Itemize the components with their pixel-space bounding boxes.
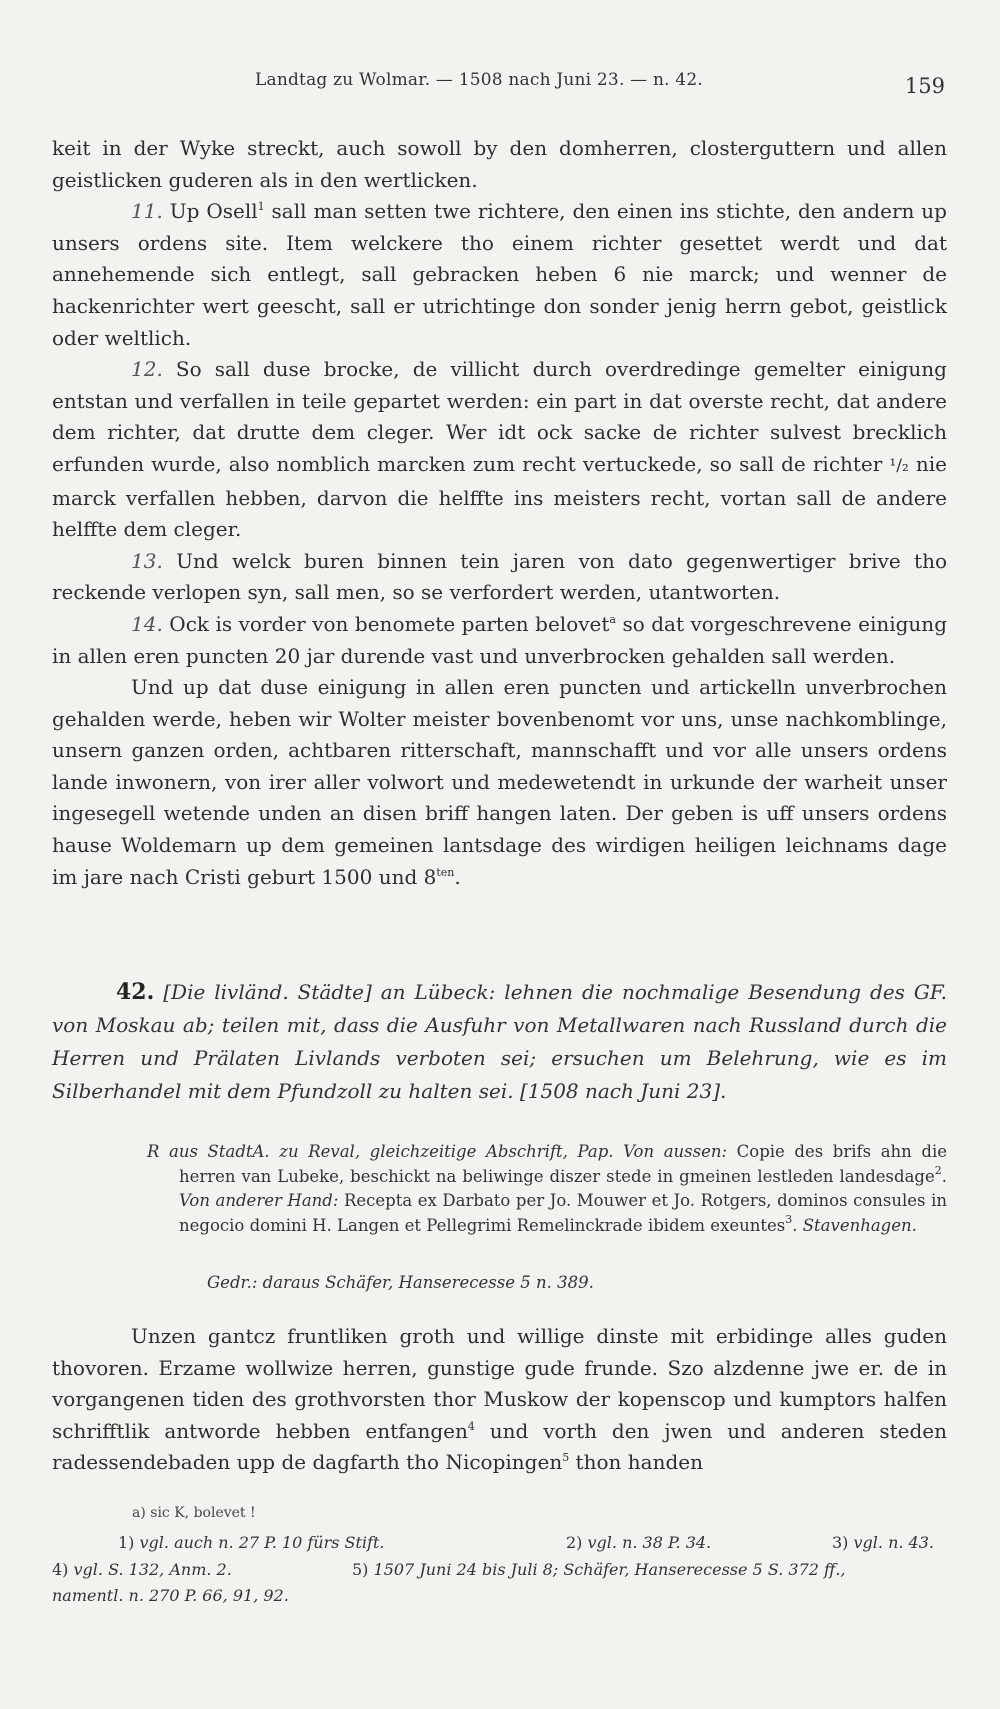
paragraph-14: 14. Ock is vorder von benomete parten belovet$^a$ so dat vorgeschrevene einigung in allen eren puncten 20 jar durende vast und unverbrocken gehalden sall werden. xyxy=(52,611,947,668)
letter-text: Unzen gantcz fruntliken groth und willige dinste mit erbidinge alles guden thovoren. Erzame wollwize herren, gunstige gude frunde. Szo alzdenne jwe er. de in vorgangenen tiden des grothvorsten thor Muskow der kopenscop und kumptors halfen schrifftlik antworde hebben entfangen$^4$ und vorth den jwen und anderen steden radessendebaden upp de dagfarth tho Nicopingen$^5$ thon handen xyxy=(52,1324,947,1475)
footnote-1: 1) vgl. auch n. 27 P. 10 fürs Stift. xyxy=(118,1533,385,1552)
source-siglum: R aus StadtA. zu Reval, gleichzeitige Abschrift, Pap. Von aussen: xyxy=(147,1142,728,1161)
footnote-2: 2) vgl. n. 38 P. 34. xyxy=(566,1533,712,1552)
running-header xyxy=(0,70,1000,100)
footnote-ref: 2 xyxy=(934,1163,942,1177)
footnote-ref: 5 xyxy=(562,1451,570,1465)
paragraph-number: 12. xyxy=(131,357,163,382)
paragraph-11: 11. Up Osell$^1$ sall man setten twe richtere, den einen ins stichte, den andern up unsers ordens site. Item welckere tho einem richter gesettet werdt und dat annehemende sich entlegt, sall gebracken heben 6 nie marck; und wenner de hackenrichter wert geescht, sall er utrichtinge don sonder jenig herrn gebot, geistlick oder weltlich. xyxy=(52,199,947,350)
running-title: Landtag zu Wolmar. — 1508 nach Juni 23. — n. 42. xyxy=(255,70,703,90)
footnote-4: 4) vgl. S. 132, Anm. 2. xyxy=(52,1560,232,1579)
page-number: 159 xyxy=(904,74,945,98)
paragraph-number: 11. xyxy=(131,199,163,224)
superscript: ten xyxy=(436,865,455,879)
fraction: ¹/₂ xyxy=(889,455,909,476)
regest-text: [Die livländ. Städte] an Lübeck: lehnen die nochmalige Besendung des GF. von Moskau ab; teilen mit, dass die Ausfuhr von Metallwaren nach Russland durch die Herren und Prälaten Livlands verboten sei; ersuchen um Belehrung, wie es im Silberhandel mit dem Pfundzoll zu halten sei. [1508 nach Juni 23]. xyxy=(52,980,947,1103)
paragraph-13: 13. Und welck buren binnen tein jaren von dato gegenwertiger brive tho reckende verlopen syn, sall men, so se verfordert werden, utantworten. xyxy=(52,548,947,605)
continuation-text xyxy=(52,133,947,893)
textual-note-a: a) sic K, bolevet ! xyxy=(132,1505,256,1521)
footnote-3: 3) vgl. n. 43. xyxy=(832,1533,934,1552)
document-regest xyxy=(52,976,947,1108)
paragraph-12: 12. So sall duse brocke, de villicht durch overdredinge gemelter einigung entstan und verfallen in teile gepartet werden: ein part in dat overste recht, dat andere dem richter, dat drutte dem cleger. Wer idt ock sacke de richter sulvest brecklich erfunden wurde, also nomblich marcken zum recht vertuckede, so sall de richter ¹/₂ nie marck verfallen hebben, darvon die helffte ins meisters recht, vortan sall de andere helffte dem cleger. xyxy=(52,357,947,542)
footnote-5-continued: namentl. n. 270 P. 66, 91, 92. xyxy=(52,1586,289,1605)
footnote-5: 5) 1507 Juni 24 bis Juli 8; Schäfer, Hanserecesse 5 S. 372 ff., xyxy=(352,1560,846,1579)
source-apparatus: R aus StadtA. zu Reval, gleichzeitige Abschrift, Pap. Von aussen: Copie des brifs ahn die herren van Lubeke, beschickt na beliwinge diszer stede in gmeinen lestleden landesdage$^2$. Von anderer Hand: Recepta ex Darbato per Jo. Mouwer et Jo. Rotgers, dominos consules in negocio domini H. Langen et Pellegrimi Remelinckrade ibidem exeuntes$^3$. Stavenhagen. xyxy=(147,1142,947,1235)
paragraph-closing: Und up dat duse einigung in allen eren puncten und artickelln unverbrochen gehalden werde, heben wir Wolter meister bovenbenomt vor uns, unse nachkomblinge, unsern ganzen orden, achtbaren ritterschaft, mannschafft und vor alle unsers ordens lande inwonern, von irer aller volwort und medewetendt in urkunde der warheit unser ingesegell wetende unden an disen briff hangen laten. Der geben is uff unsers ordens hause Woldemarn up dem gemeinen lantsdage des wirdigen heiligen leichnams dage im jare nach Cristi geburt 1500 und $8^{ten}$. xyxy=(52,675,947,889)
paragraph-number: 13. xyxy=(131,548,163,573)
footnote-ref: 3 xyxy=(785,1212,793,1226)
paragraph-continued: keit in der Wyke streckt, auch sowoll by den domherren, closterguttern und allen geistlicken guderen als in den wertlicken. xyxy=(52,136,947,192)
paragraph-number: 14. xyxy=(131,611,163,636)
footnote-ref: 4 xyxy=(467,1419,475,1433)
footnote-ref: 1 xyxy=(257,200,265,214)
document-number: 42. xyxy=(116,979,155,1005)
printed-reference: Gedr.: daraus Schäfer, Hanserecesse 5 n. 389. xyxy=(207,1273,594,1292)
footnote-ref: a xyxy=(609,612,616,626)
